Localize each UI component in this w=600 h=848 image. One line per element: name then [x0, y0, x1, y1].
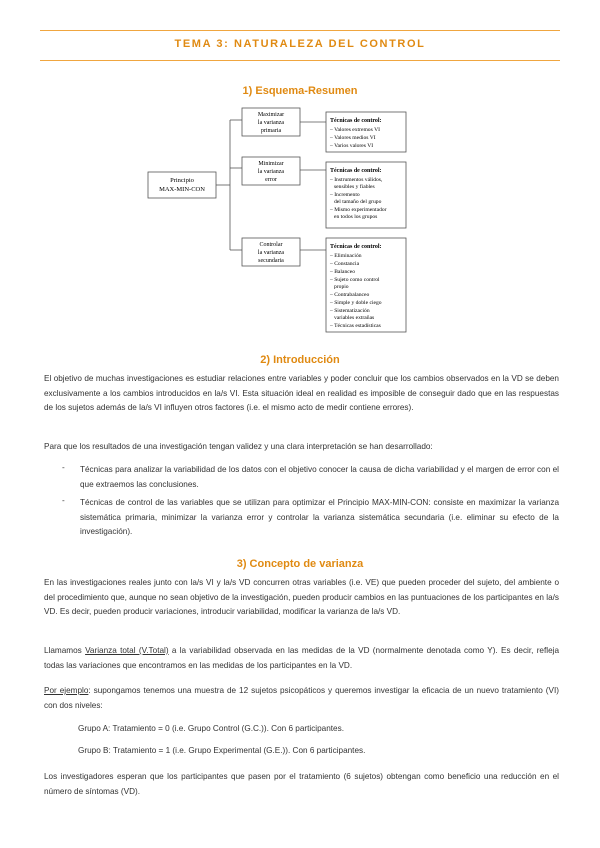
techniques1-item: – Valores extremos VI: [330, 127, 380, 133]
techniques3-item: – Eliminación: [330, 253, 362, 259]
page-title: TEMA 3: NATURALEZA DEL CONTROL: [174, 38, 426, 50]
techniques2-title: Técnicas de control:: [330, 168, 382, 174]
branch2-label-2: la varianza: [257, 169, 285, 175]
section1-title: 1) Esquema-Resumen: [242, 85, 358, 97]
branch1-label-2: la varianza: [257, 120, 285, 126]
p2-post: a la variabilidad observada en las medidas de la VD (normalmente denotada como Y). Es decir, refleja todas las variaciones que encontramos en las medidas de los participantes en la VD.: [44, 646, 560, 670]
variance-paragraph-2: [44, 644, 559, 673]
variance-paragraph-1: En las investigaciones reales junto con la/s VI y la/s VD concurren otras variables (i.e. VE) que pueden proceder del sujeto, del ambiente o del procedimiento que, aunque no sean objetivo de la investigación, pueden producir cambios en las puntuaciones de los participantes en la/s VD. Es decir, pueden producir variaciones, introducir variabilidad, modificar la varianza de la/s VD.: [44, 578, 559, 616]
diagram-root-line2: MAX-MIN-CON: [159, 186, 205, 193]
example-text: : supongamos tenemos una muestra de 12 sujetos psicopáticos y queremos investigar la eficacia de un nuevo tratamiento (VI) con dos niveles:: [44, 686, 559, 710]
branch2-label-1: Minimizar: [258, 161, 284, 167]
variance-total-term: Varianza total (V.Total): [85, 646, 169, 655]
diagram-root-line1: Principio: [170, 177, 194, 184]
group-a: Grupo A: Tratamiento = 0 (i.e. Grupo Control (G.C.)). Con 6 participantes.: [78, 724, 344, 733]
techniques2-item: – Incremento: [330, 192, 360, 198]
techniques3-item: – Simple y doble ciego: [330, 300, 382, 306]
techniques3-item: – Sistematización: [330, 308, 370, 314]
bullet-item-2: Técnicas de control de las variables que se utilizan para optimizar el Principio MAX-MIN-CON: consiste en maximizar la varianza sistemática primaria, minimizar la varianza error y controlar la varianza sistemática secundaria (i.e. eliminar su efecto de la investigación).: [80, 498, 559, 536]
techniques3-item: – Técnicas estadísticas: [330, 323, 381, 329]
p2-pre: Llamamos: [44, 646, 86, 655]
techniques2-item: del tamaño del grupo: [334, 199, 382, 205]
techniques3-item: propio: [334, 284, 349, 290]
techniques2-item: – Mismo experimentador: [330, 207, 387, 213]
techniques3-item: variables extrañas: [334, 315, 375, 321]
branch3-label-2: la varianza: [257, 250, 285, 256]
header-rule-top: [40, 30, 560, 31]
branch1-label-1: Maximizar: [257, 112, 285, 118]
section2-title: 2) Introducción: [260, 354, 340, 366]
techniques2-item: sensibles y fiables: [334, 184, 375, 190]
techniques1-item: – Valores medios VI: [330, 135, 376, 141]
techniques3-item: – Contrabalanceo: [330, 292, 370, 298]
bullet-item-1: Técnicas para analizar la variabilidad de los datos con el objetivo conocer la causa de dicha variabilidad y el margen de error con el que extraemos las conclusiones.: [80, 465, 559, 489]
intro-paragraph-2: Para que los resultados de una investigación tengan validez y una clara interpretación se han desarrollado:: [44, 442, 433, 451]
bullet-marker: -: [62, 463, 65, 472]
branch1-label-3: primaria: [260, 128, 282, 134]
techniques3-item: – Sujeto como control: [330, 277, 380, 283]
techniques2-item: en todos los grupos: [334, 214, 378, 220]
techniques2-item: – Instrumentos válidos,: [330, 177, 383, 183]
techniques3-item: – Balanceo: [330, 269, 356, 275]
techniques3-title: Técnicas de control:: [330, 244, 382, 250]
techniques1-item: – Varios valores VI: [330, 143, 374, 149]
closing-paragraph: Los investigadores esperan que los participantes que pasen por el tratamiento (6 sujetos) obtengan como beneficio una reducción en el número de síntomas (VD).: [44, 772, 559, 796]
control-diagram: [0, 100, 600, 350]
section3-title: 3) Concepto de varianza: [236, 558, 364, 570]
branch3-label-1: Controlar: [259, 242, 283, 248]
bullet-marker: -: [62, 496, 65, 505]
example-paragraph: [44, 684, 559, 713]
techniques3-item: – Constancia: [330, 261, 360, 267]
example-term: Por ejemplo: [44, 686, 89, 695]
techniques1-title: Técnicas de control:: [330, 118, 382, 124]
diagram-root-box: [148, 172, 216, 198]
header-rule-bottom: [40, 60, 560, 61]
intro-paragraph-1: El objetivo de muchas investigaciones es estudiar relaciones entre variables y poder concluir que los cambios observados en la VD se deben exclusivamente a los cambios introducidos en la/s VI. Esta situación ideal en realidad es imposible de conseguir dado que en las respuestas de los sujetos además de la/s VI influyen otros factores (i.e. el mismo acto de medir contiene errores).: [44, 374, 559, 412]
branch3-label-3: secundaria: [258, 258, 284, 264]
branch2-label-3: error: [265, 177, 277, 183]
group-b: Grupo B: Tratamiento = 1 (i.e. Grupo Experimental (G.E.)). Con 6 participantes.: [78, 746, 366, 755]
